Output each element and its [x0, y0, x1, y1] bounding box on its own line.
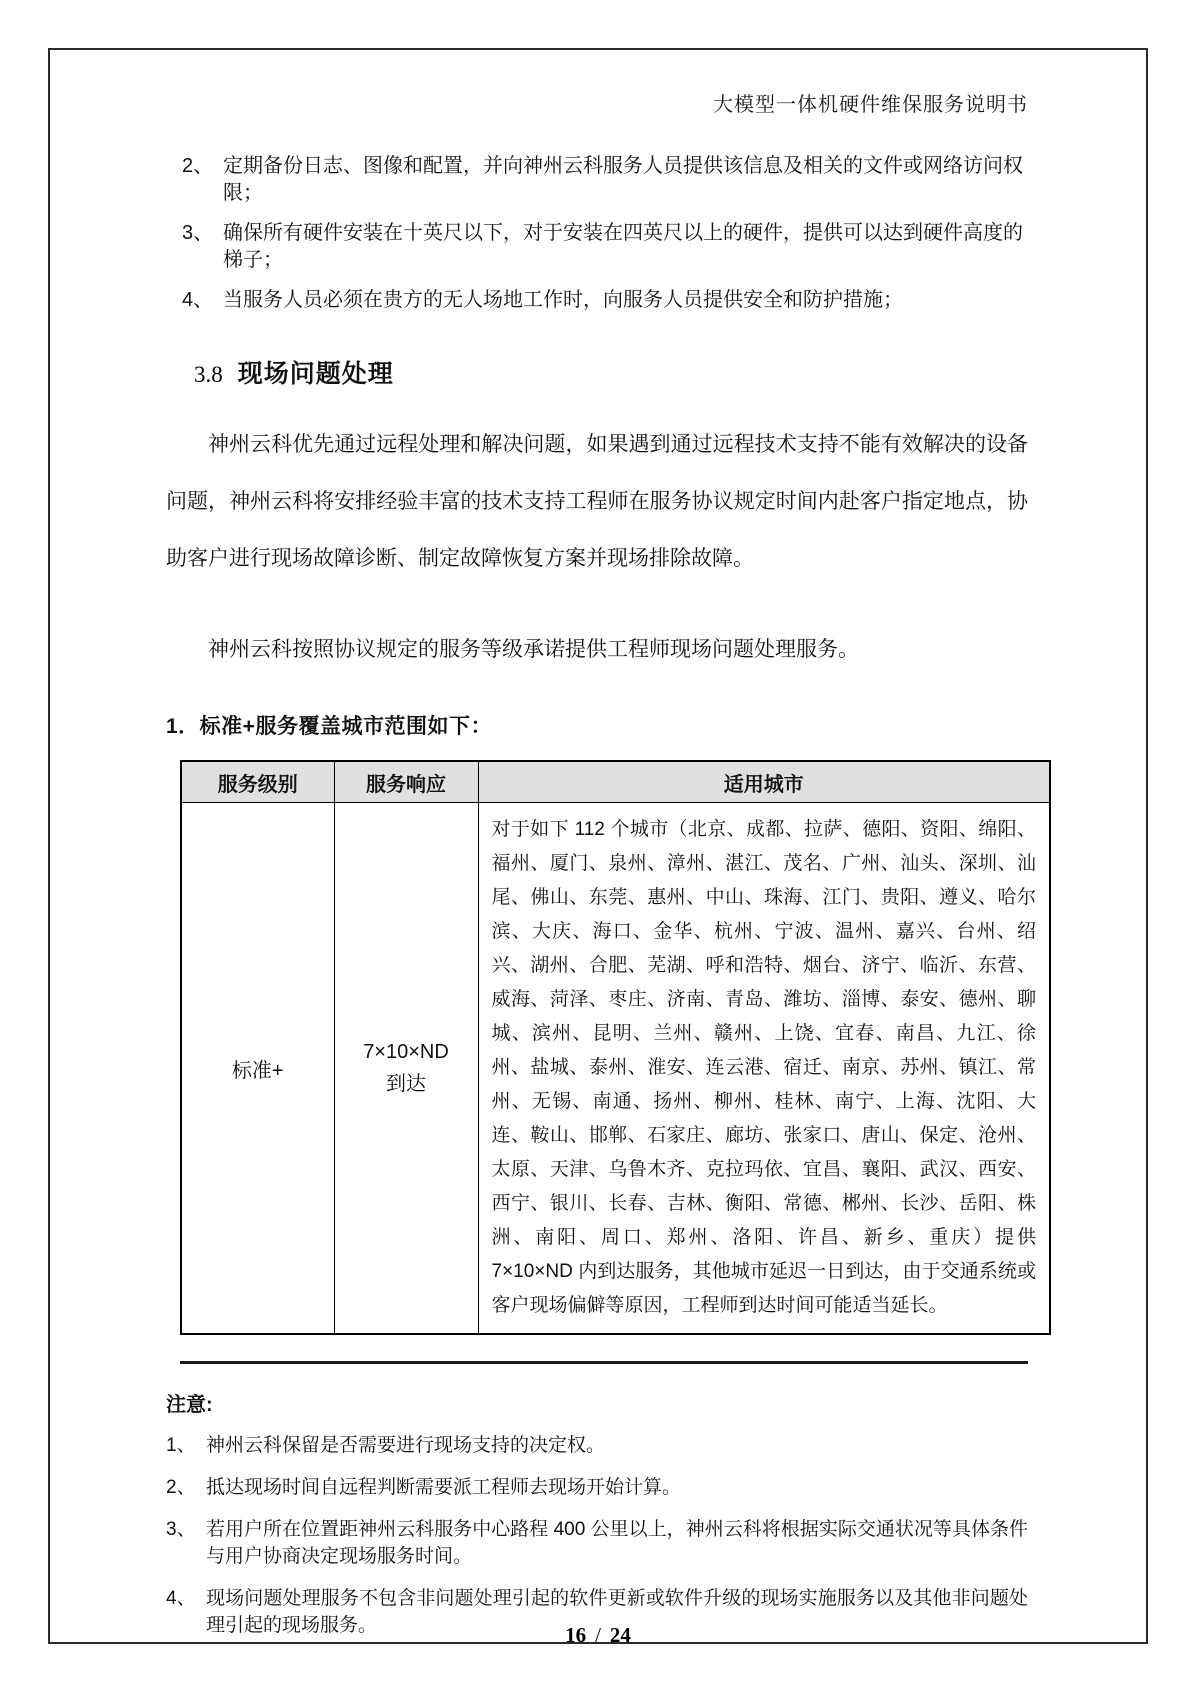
page-content: [50, 88, 1146, 1644]
cell-applicable-cities: 对于如下 112 个城市（北京、成都、拉萨、德阳、资阳、绵阳、福州、厦门、泉州、漳州、湛江、茂名、广州、汕头、深圳、汕尾、佛山、东莞、惠州、中山、珠海、江门、贵阳、遵义、哈尔滨、大庆、海口、金华、杭州、宁波、温州、嘉兴、台州、绍兴、湖州、合肥、芜湖、呼和浩特、烟台、济宁、临沂、东营、威海、菏泽、枣庄、济南、青岛、潍坊、淄博、泰安、德州、聊城、滨州、昆明、兰州、赣州、上饶、宜春、南昌、九江、徐州、盐城、泰州、淮安、连云港、宿迁、南京、苏州、镇江、常州、无锡、南通、扬州、柳州、桂林、南宁、上海、沈阳、大连、鞍山、邯郸、石家庄、廊坊、张家口、唐山、保定、沧州、太原、天津、乌鲁木齐、克拉玛依、宜昌、襄阳、武汉、西安、西宁、银川、长春、吉林、衡阳、常德、郴州、长沙、岳阳、株洲、南阳、周口、郑州、洛阳、许昌、新乡、重庆）提供 7×10×ND 内到达服务，其他城市延迟一日到达，由于交通系统或客户现场偏僻等原因，工程师到达时间可能适当延长。: [478, 803, 1050, 1335]
column-header-applicable-cities: 适用城市: [478, 761, 1050, 803]
note-number: 1、: [166, 1435, 196, 1456]
document-page: [48, 48, 1148, 1644]
list-item: [166, 220, 1028, 274]
list-item-text: 定期备份日志、图像和配置，并向神州云科服务人员提供该信息及相关的文件或网络访问权限；: [223, 155, 1023, 204]
notes-list: [166, 1432, 1028, 1639]
note-item: [166, 1432, 1028, 1459]
list-item-text: 确保所有硬件安装在十英尺以下，对于安装在四英尺以上的硬件，提供可以达到硬件高度的梯子；: [223, 222, 1023, 271]
note-number: 2、: [166, 1477, 196, 1498]
horizontal-rule: [180, 1361, 1028, 1364]
total-pages: 24: [609, 1623, 631, 1644]
note-text: 抵达现场时间自远程判断需要派工程师去现场开始计算。: [206, 1477, 682, 1498]
body-paragraph: 神州云科优先通过远程处理和解决问题，如果遇到通过远程技术支持不能有效解决的设备问题，神州云科将安排经验丰富的技术支持工程师在服务协议规定时间内赴客户指定地点，协助客户进行现场故障诊断、制定故障恢复方案并现场排除故障。: [166, 433, 1028, 570]
note-number: 3、: [166, 1519, 196, 1540]
note-text: 现场问题处理服务不包含非问题处理引起的软件更新或软件升级的现场实施服务以及其他非问题处理引起的现场服务。: [206, 1588, 1028, 1636]
list-item-text: 当服务人员必须在贵方的无人场地工作时，向服务人员提供安全和防护措施；: [223, 289, 903, 311]
section-number: 3.8: [194, 362, 223, 387]
body-paragraph: 神州云科按照协议规定的服务等级承诺提供工程师现场问题处理服务。: [208, 638, 859, 661]
page-number: [50, 1623, 1146, 1644]
note-text: 神州云科保留是否需要进行现场支持的决定权。: [206, 1435, 606, 1456]
response-line: 到达: [386, 1073, 426, 1095]
response-line: 7×10×ND: [363, 1041, 449, 1063]
table-row: [181, 803, 1050, 1335]
list-item-number: 3、: [182, 222, 214, 244]
section-heading: [166, 354, 1028, 390]
current-page: 16: [565, 1623, 587, 1644]
note-text: 若用户所在位置距神州云科服务中心路程 400 公里以上，神州云科将根据实际交通状况等具体条件与用户协商决定现场服务时间。: [206, 1519, 1028, 1567]
obligation-list: [166, 153, 1028, 314]
page-separator: /: [595, 1623, 601, 1644]
list-item-number: 4、: [182, 289, 214, 311]
list-item: [166, 287, 1028, 314]
list-item: [166, 153, 1028, 207]
column-header-service-response: 服务响应: [334, 761, 478, 803]
cell-service-response: [334, 803, 478, 1335]
section-title: 现场问题处理: [237, 360, 394, 388]
list-item-number: 2、: [182, 155, 214, 177]
note-number: 4、: [166, 1588, 196, 1609]
note-item: [166, 1516, 1028, 1570]
cell-service-level: 标准+: [181, 803, 334, 1335]
coverage-subheading: 1．标准+服务覆盖城市范围如下：: [166, 715, 492, 738]
notes-label: 注意:: [166, 1394, 213, 1416]
note-item: [166, 1474, 1028, 1501]
column-header-service-level: 服务级别: [181, 761, 334, 803]
document-header-title: 大模型一体机硬件维保服务说明书: [713, 94, 1028, 116]
table-header-row: [181, 761, 1050, 803]
service-coverage-table: [180, 760, 1051, 1335]
